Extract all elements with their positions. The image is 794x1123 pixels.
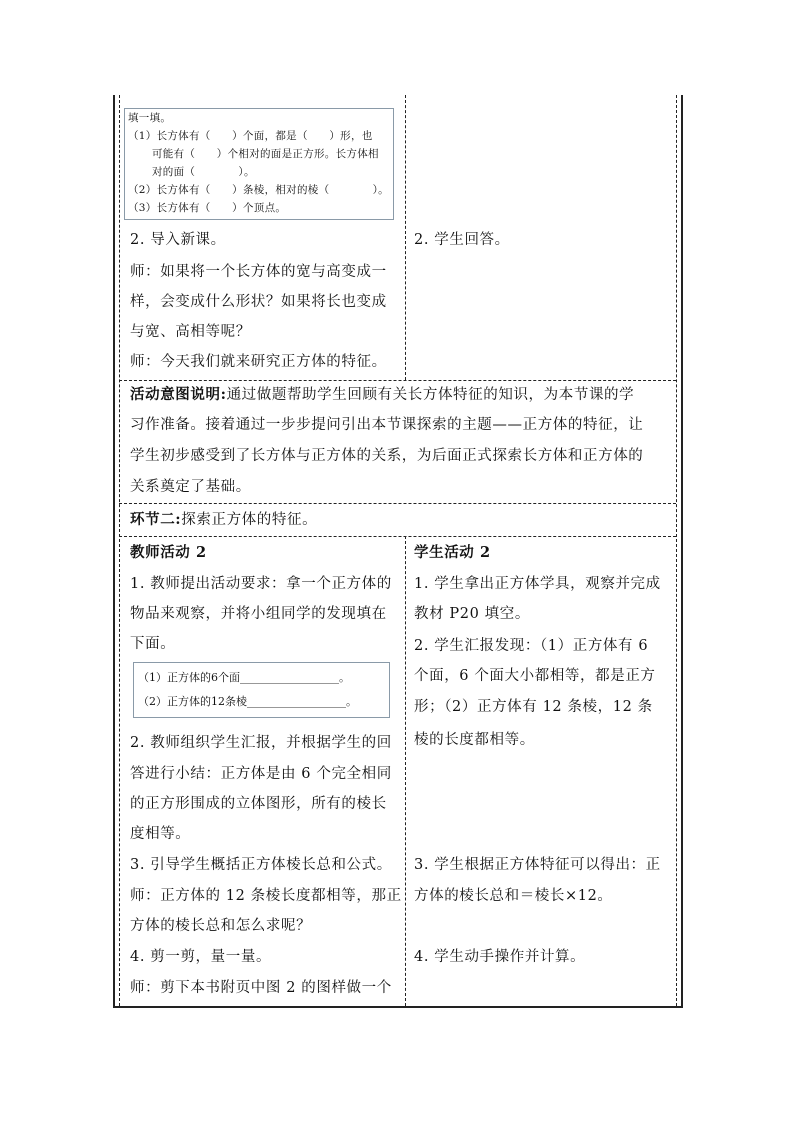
teacher-p1c: 下面。 bbox=[130, 636, 176, 652]
row-divider-3 bbox=[119, 536, 676, 537]
intent-line2: 习作准备。接着通过一步步提问引出本节课探索的主题——正方体的特征，让 bbox=[130, 417, 644, 433]
student-p2b: 个面，6 个面大小都相等，都是正方 bbox=[414, 668, 656, 684]
teacher-p2a: 2. 教师组织学生汇报，并根据学生的回 bbox=[130, 735, 392, 751]
teacher-fill-2: （2）正方体的12条棱__________________。 bbox=[138, 695, 357, 708]
row-divider-1 bbox=[119, 380, 676, 381]
student-p2d: 棱的长度都相等。 bbox=[414, 732, 535, 748]
section2-text: 探索正方体的特征。 bbox=[181, 512, 318, 528]
intent-line4: 关系奠定了基础。 bbox=[130, 479, 251, 495]
teacher-p3c: 方体的棱长总和怎么求呢？ bbox=[130, 918, 312, 934]
section2-label: 环节二: bbox=[130, 511, 182, 528]
fill-box-q2: （2）长方体有（ ）条棱，相对的棱（ ）。 bbox=[128, 184, 389, 196]
inner-left-dash bbox=[119, 95, 120, 1006]
table-bottom-border bbox=[113, 1006, 683, 1008]
teacher-p1a: 1. 教师提出活动要求：拿一个正方体的 bbox=[130, 576, 392, 592]
student-p1b: 教材 P20 填空。 bbox=[414, 606, 530, 622]
teacher-header: 教师活动 2 bbox=[130, 544, 207, 561]
row1-right-line1: 2. 学生回答。 bbox=[414, 232, 510, 248]
teacher-p2b: 答进行小结：正方体是由 6 个完全相同 bbox=[130, 766, 392, 782]
teacher-p4b: 师：剪下本书附页中图 2 的图样做一个 bbox=[130, 980, 392, 996]
table-left-border bbox=[113, 95, 115, 1007]
teacher-p3b: 师：正方体的 12 条棱长度都相等，那正 bbox=[130, 888, 402, 904]
student-p3a: 3. 学生根据正方体特征可以得出：正 bbox=[414, 857, 661, 873]
student-p1a: 1. 学生拿出正方体学具，观察并完成 bbox=[414, 576, 661, 592]
teacher-p2c: 的正方形围成的立体图形，所有的棱长 bbox=[130, 796, 387, 812]
fill-box-title: 填一填。 bbox=[128, 112, 172, 124]
row1-left-line4: 与宽、高相等呢？ bbox=[130, 324, 251, 340]
row1-left-line2: 师：如果将一个长方体的宽与高变成一 bbox=[130, 264, 387, 280]
student-p2c: 形；（2）正方体有 12 条棱，12 条 bbox=[414, 699, 653, 715]
table-right-border bbox=[681, 95, 683, 1007]
fill-box-q1-line1: （1）长方体有（ ）个面，都是（ ）形，也 bbox=[128, 130, 373, 142]
teacher-p4a: 4. 剪一剪，量一量。 bbox=[130, 949, 272, 965]
row1-left-line5: 师：今天我们就来研究正方体的特征。 bbox=[130, 354, 387, 370]
teacher-p2d: 度相等。 bbox=[130, 826, 191, 842]
teacher-p3a: 3. 引导学生概括正方体棱长总和公式。 bbox=[130, 857, 392, 873]
fill-box-q1-line3: 对的面（ ）。 bbox=[152, 166, 255, 178]
fill-box-q3: （3）长方体有（ ）个顶点。 bbox=[128, 202, 287, 214]
student-p3b: 方体的棱长总和＝棱长×12。 bbox=[414, 888, 613, 904]
column-divider-bottom bbox=[405, 536, 406, 1006]
student-p2a: 2. 学生汇报发现：（1）正方体有 6 bbox=[414, 638, 649, 654]
student-p4a: 4. 学生动手操作并计算。 bbox=[414, 949, 586, 965]
student-header: 学生活动 2 bbox=[414, 544, 491, 561]
intent-line1 bbox=[130, 385, 634, 405]
row1-left-line3: 样，会变成什么形状？如果将长也变成 bbox=[130, 294, 387, 310]
inner-right-dash bbox=[676, 95, 677, 1006]
section2-line bbox=[130, 510, 317, 530]
intent-line3: 学生初步感受到了长方体与正方体的关系，为后面正式探索长方体和正方体的 bbox=[130, 448, 644, 464]
intent-label: 活动意图说明: bbox=[130, 386, 227, 403]
row-divider-2 bbox=[119, 503, 676, 504]
teacher-fill-1: （1）正方体的6个面__________________。 bbox=[138, 671, 350, 684]
fill-box-q1-line2: 可能有（ ）个相对的面是正方形。长方体相 bbox=[152, 148, 379, 160]
row1-left-line1: 2. 导入新课。 bbox=[130, 232, 226, 248]
teacher-p1b: 物品来观察，并将小组同学的发现填在 bbox=[130, 606, 387, 622]
intent-text-1: 通过做题帮助学生回顾有关长方体特征的知识，为本节课的学 bbox=[226, 387, 635, 403]
column-divider-top bbox=[405, 95, 406, 380]
